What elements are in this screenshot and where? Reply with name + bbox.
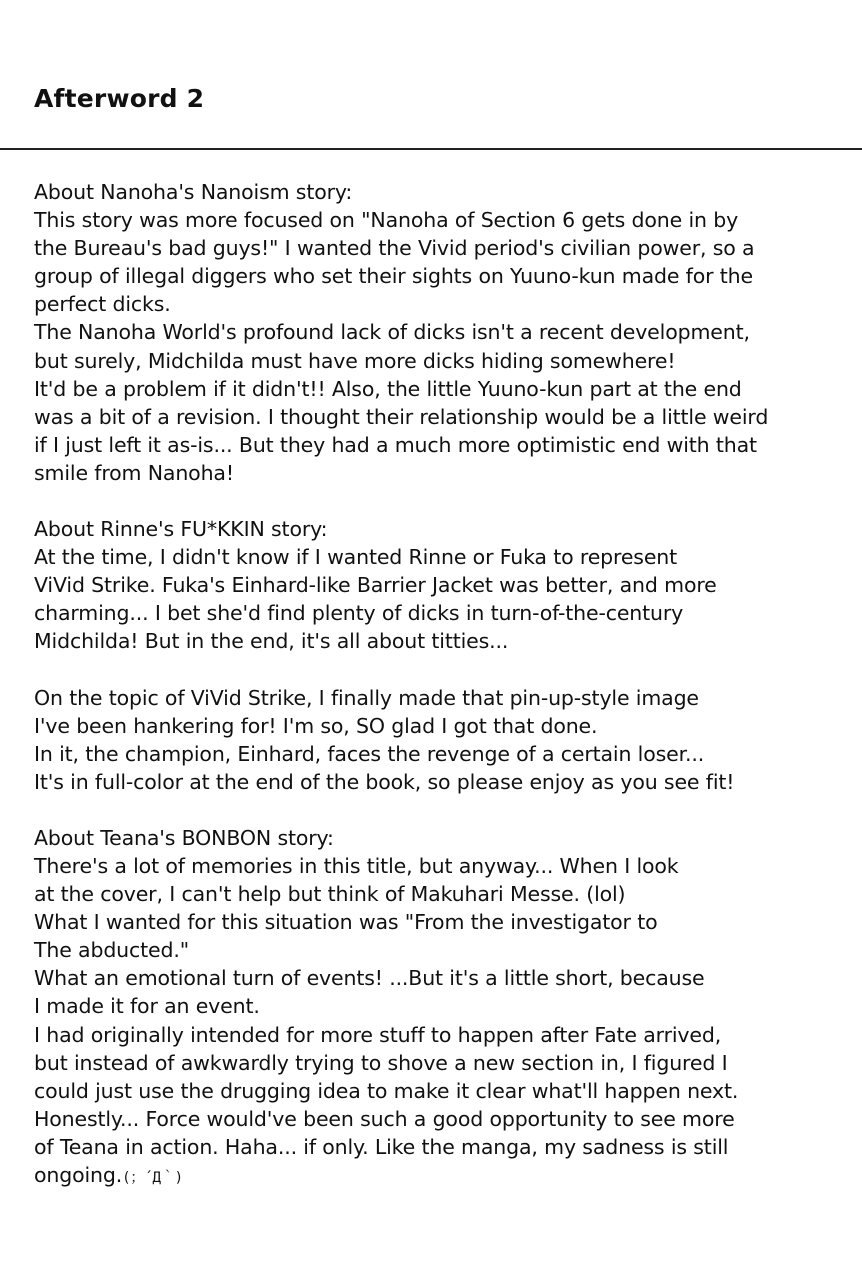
text-line: charming... I bet she'd find plenty of dicks in turn-of-the-century	[34, 601, 684, 626]
text-line: At the time, I didn't know if I wanted Rinne or Fuka to represent	[34, 545, 678, 570]
title-divider	[0, 148, 862, 150]
text-line: I had originally intended for more stuff to happen after Fate arrived,	[34, 1022, 722, 1047]
text-line: the Bureau's bad guys!" I wanted the Vivid period's civilian power, so a	[34, 236, 755, 261]
section-vivid-strike	[34, 684, 854, 796]
text-line: could just use the drugging idea to make it clear what'll happen next.	[34, 1078, 739, 1103]
text-fragment: ongoing.	[34, 1163, 123, 1187]
section-nanoha	[34, 178, 854, 487]
section-heading: About Rinne's FU*KKIN story:	[34, 517, 328, 542]
text-line: Honestly... Force would've been such a good opportunity to see more	[34, 1106, 735, 1131]
afterword-body	[34, 178, 854, 1220]
text-line: What I wanted for this situation was "From the investigator to	[34, 910, 658, 935]
text-line: The Nanoha World's profound lack of dicks isn't a recent development,	[34, 320, 750, 345]
text-line: There's a lot of memories in this title, but anyway... When I look	[34, 853, 679, 878]
text-line: if I just left it as-is... But they had a much more optimistic end with that	[34, 432, 757, 457]
text-line: group of illegal diggers who set their sights on Yuuno-kun made for the	[34, 264, 753, 289]
text-line: I've been hankering for! I'm so, SO glad I got that done.	[34, 713, 598, 738]
section-heading: About Teana's BONBON story:	[34, 825, 334, 850]
text-line: What an emotional turn of events! ...But it's a little short, because	[34, 966, 705, 991]
text-line: In it, the champion, Einhard, faces the revenge of a certain loser...	[34, 741, 705, 766]
text-line: It'd be a problem if it didn't!! Also, the little Yuuno-kun part at the end	[34, 376, 742, 401]
text-line: I made it for an event.	[34, 994, 260, 1019]
text-line: On the topic of ViVid Strike, I finally made that pin-up-style image	[34, 685, 699, 710]
text-line: ViVid Strike. Fuka's Einhard-like Barrier Jacket was better, and more	[34, 573, 717, 598]
text-line: The abducted."	[34, 938, 190, 963]
text-line: but surely, Midchilda must have more dicks hiding somewhere!	[34, 348, 676, 373]
text-line: but instead of awkwardly trying to shove a new section in, I figured I	[34, 1050, 728, 1075]
text-line: This story was more focused on "Nanoha of Section 6 gets done in by	[34, 208, 739, 233]
text-line: Midchilda! But in the end, it's all about titties...	[34, 629, 509, 654]
text-line-final	[34, 1161, 854, 1192]
page-title: Afterword 2	[34, 84, 205, 113]
section-heading: About Nanoha's Nanoism story:	[34, 180, 353, 204]
section-teana	[34, 824, 854, 1192]
text-line: It's in full-color at the end of the book, so please enjoy as you see fit!	[34, 769, 735, 794]
section-rinne	[34, 515, 854, 655]
text-line: perfect dicks.	[34, 292, 171, 317]
text-line: smile from Nanoha!	[34, 460, 234, 485]
emoticon: (；´Д｀)	[122, 1170, 183, 1186]
text-line: at the cover, I can't help but think of Makuhari Messe. (lol)	[34, 882, 626, 907]
text-line: of Teana in action. Haha... if only. Like the manga, my sadness is still	[34, 1134, 729, 1159]
text-line: was a bit of a revision. I thought their relationship would be a little weird	[34, 404, 769, 429]
